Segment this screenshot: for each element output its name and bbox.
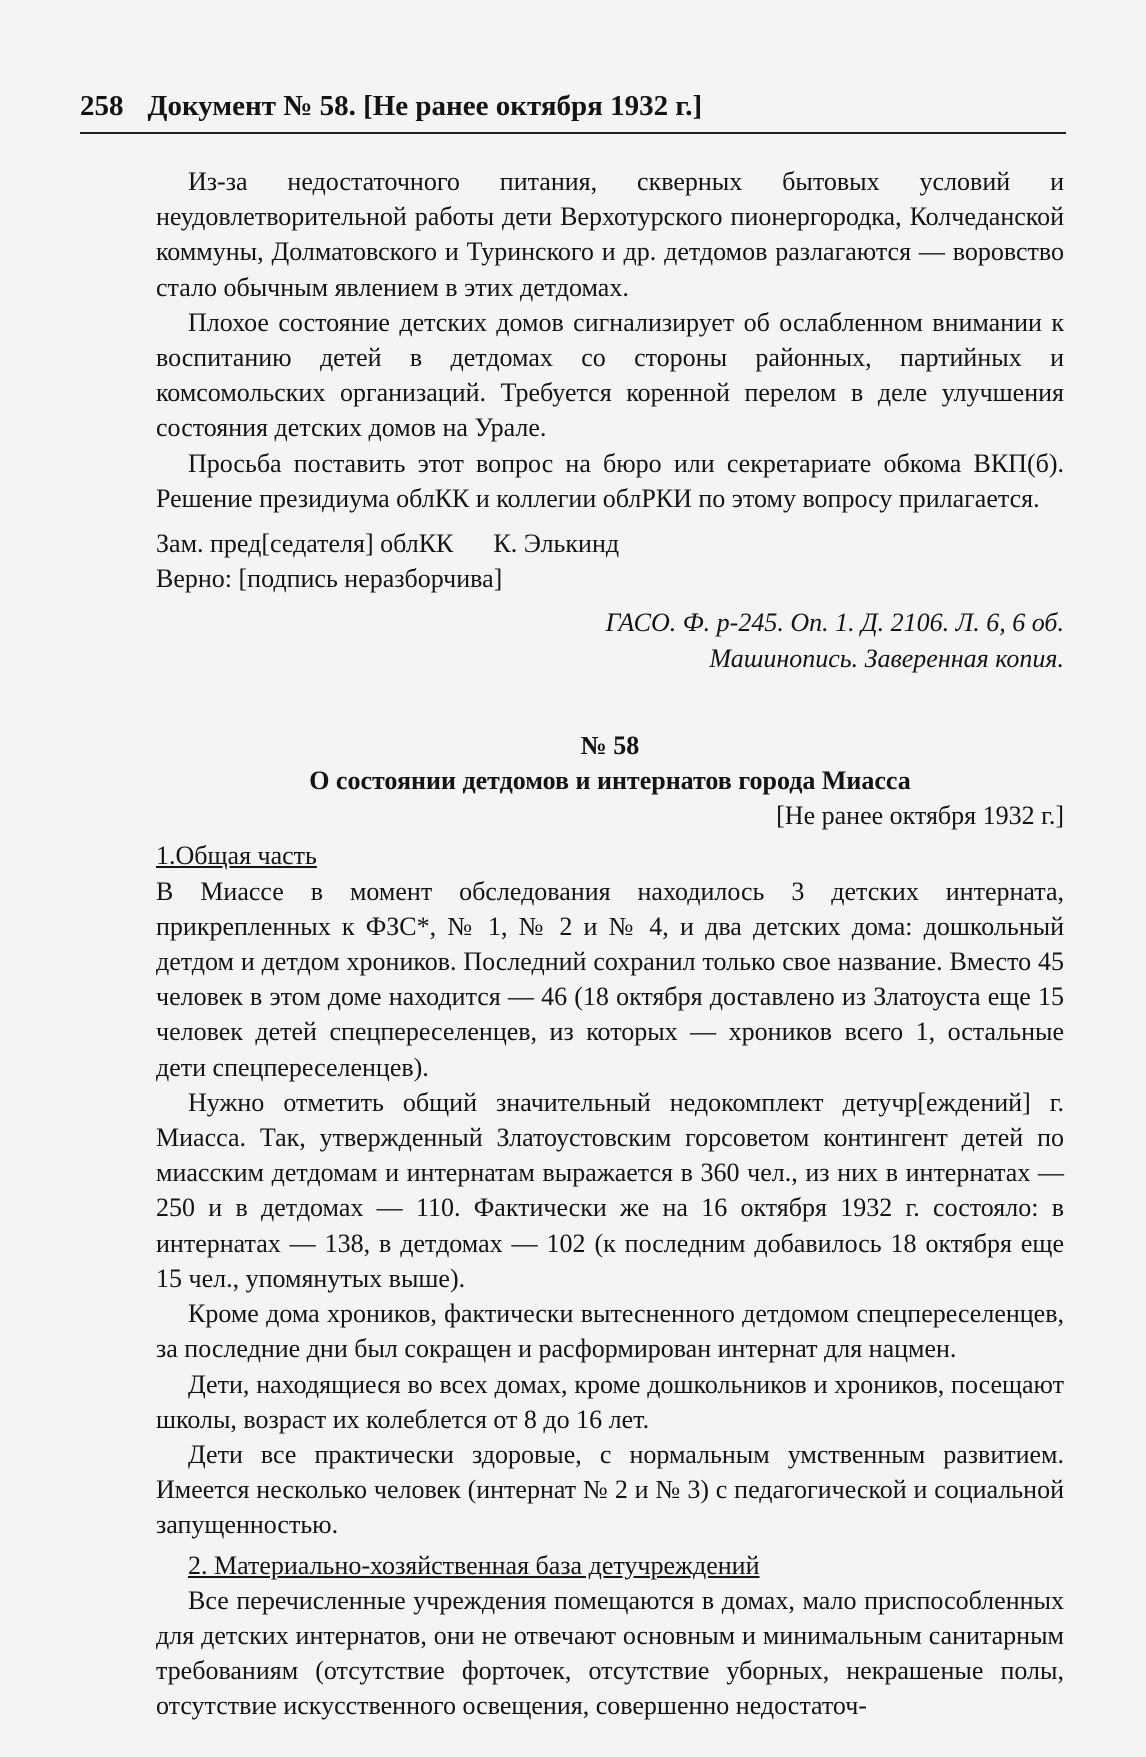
signature-line	[156, 526, 1064, 561]
header-rule	[80, 132, 1066, 134]
paragraph: Плохое состояние детских домов сигнализирует об ослабленном внимании к воспитанию детей в детдомах со стороны районных, партийных и комсомольских организаций. Требуется коренной перелом в деле улучшения состояния детских домов на Урале.	[156, 307, 1064, 443]
archive-reference: ГАСО. Ф. р-245. Оп. 1. Д. 2106. Л. 6, 6 об.	[605, 608, 1064, 638]
section-heading: 2. Материально-хозяйственная база детучреждений	[188, 1550, 760, 1580]
paragraph: Дети, находящиеся во всех домах, кроме дошкольников и хроников, посещают школы, возраст их колеблется от 8 до 16 лет.	[156, 1369, 1064, 1434]
paragraph: Просьба поставить этот вопрос на бюро или секретариате обкома ВКП(б). Решение президиума облКК и коллегии облРКИ по этому вопросу прилагается.	[156, 448, 1064, 513]
signature-name: К. Элькинд	[493, 529, 620, 559]
paragraph: Из-за недостаточного питания, скверных бытовых условий и неудовлетворительной работы дети Верхотурского пионергородка, Колчеданской коммуны, Долматовского и Туринского и др. детдомов разлагаются — воровство стало обычным явлением в этих детдомах.	[156, 167, 1064, 302]
header-title: Документ № 58. [Не ранее октября 1932 г.]	[147, 90, 703, 122]
verification-line: Верно: [подпись неразборчива]	[156, 564, 503, 594]
document-number: № 58	[580, 730, 640, 760]
paragraph: Кроме дома хроников, фактически вытесненного детдомом спецпереселенцев, за последние дни был сокращен и расформирован интернат для нацмен.	[156, 1299, 1064, 1364]
paragraph: Все перечисленные учреждения помещаются в домах, мало приспособленных для детских интернатов, они не отвечают основным и минимальным санитарным требованиям (отсутствие форточек, отсутствие уборных, некрашеные полы, отсутствие искусственного освещения, совершенно недостаточ-	[156, 1585, 1064, 1721]
section-heading: 1.Общая часть	[156, 841, 317, 871]
page-body	[156, 164, 1064, 1724]
paragraph: Нужно отметить общий значительный недокомплект детучр[еждений] г. Миасса. Так, утвержденный Златоустовским горсоветом контингент детей по миасским детдомам и интернатам выражается в 360 чел., из них в интернатах — 250 и в детдомах — 110. Фактически же на 16 октября 1932 г. состояло: в интернатах — 138, в детдомах — 102 (к последним добавилось 18 октября еще 15 чел., упомянутых выше).	[156, 1087, 1064, 1293]
archive-note: Машинопись. Заверенная копия.	[709, 643, 1064, 673]
document-date: [Не ранее октября 1932 г.]	[776, 801, 1064, 831]
document-title: О состоянии детдомов и интернатов города Миасса	[309, 766, 911, 796]
paragraph: В Миассе в момент обследования находилось 3 детских интерната, прикрепленных к ФЗС*, № 1, № 2 и № 4, и два детских дома: дошкольный детдом и детдом хроников. Последний сохранил только свое название. Вместо 45 человек в этом доме находится — 46 (18 октября доставлено из Златоуста еще 15 человек детей спецпереселенцев, из которых — хроников всего 1, остальные дети спецпереселенцев).	[156, 876, 1064, 1082]
signature-role: Зам. пред[седателя] облКК	[156, 529, 454, 559]
page-number: 258	[80, 90, 124, 122]
paragraph: Дети все практически здоровые, с нормальным умственным развитием. Имеется несколько человек (интернат № 2 и № 3) с педагогической и социальной запущенностью.	[156, 1439, 1064, 1540]
running-header	[80, 88, 1066, 124]
